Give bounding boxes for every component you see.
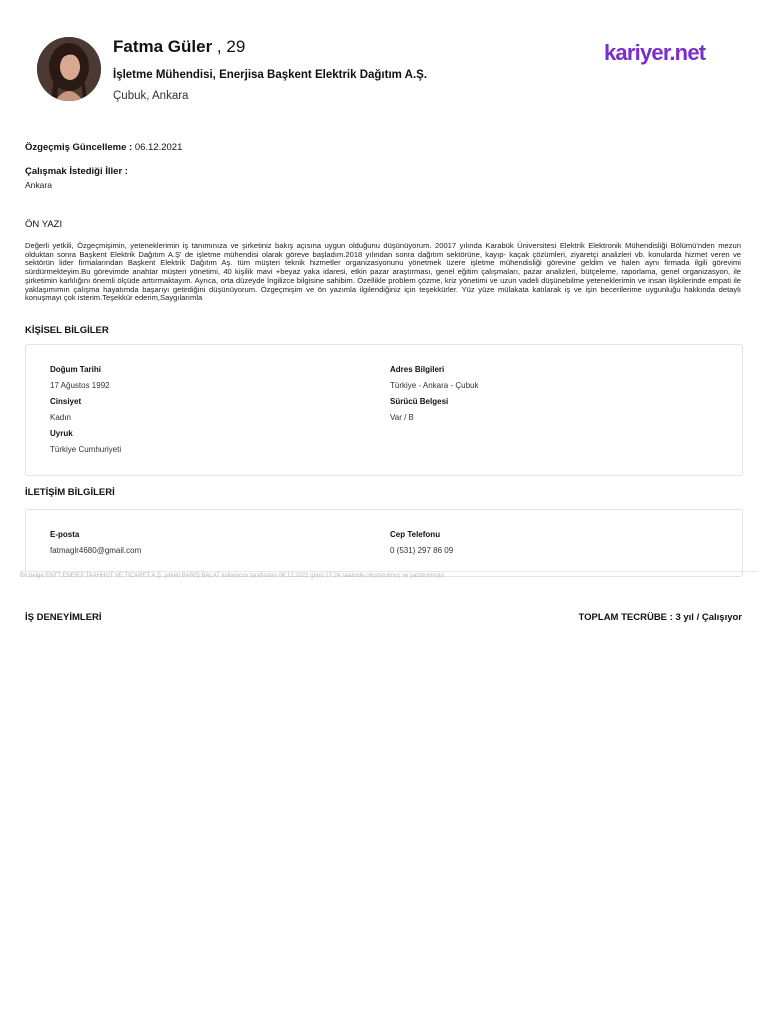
gender-value: Kadın (50, 413, 71, 422)
preferred-cities-label: Çalışmak İstediği İller : (25, 166, 128, 177)
cover-letter-title: ÖN YAZI (25, 219, 63, 230)
kariyer-logo: kariyer.net (604, 40, 706, 65)
candidate-location: Çubuk, Ankara (113, 90, 189, 102)
birth-date-value: 17 Ağustos 1992 (50, 381, 110, 390)
email-label: E-posta (50, 530, 80, 539)
phone-value[interactable]: 0 (531) 297 86 09 (390, 546, 454, 555)
contact-info-card (25, 509, 743, 577)
email-value[interactable]: fatmaglr4680@gmail.com (50, 546, 142, 555)
address-value: Türkiye - Ankara - Çubuk (390, 381, 479, 390)
nationality-value: Türkiye Cumhuriyeti (50, 445, 122, 454)
candidate-age: , 29 (212, 37, 246, 56)
preferred-cities-value: Ankara (25, 180, 52, 190)
driving-license-value: Var / B (390, 413, 414, 422)
candidate-name: Fatma Güler (113, 37, 213, 56)
gender-label: Cinsiyet (50, 397, 82, 406)
address-label: Adres Bilgileri (390, 365, 445, 374)
candidate-job-title: İşletme Mühendisi, Enerjisa Başkent Elektrik Dağıtım A.Ş. (113, 69, 428, 81)
driving-license-label: Sürücü Belgesi (390, 397, 449, 406)
cv-update-value: 06.12.2021 (132, 142, 183, 153)
birth-date-label: Doğum Tarihi (50, 365, 101, 374)
print-footer-note: Bu belge ENTT ENERJI TAAHHÜT VE TİCARET A.Ş. şirketi BARIŞ BALAT kullanıcısı tarafından 06.12.2021 günü 17:24 saatinde oluşturulmuş ve yazdırılmıştır. (20, 571, 758, 579)
phone-label: Cep Telefonu (390, 530, 441, 539)
nationality-label: Uyruk (50, 429, 73, 438)
personal-info-title: KİŞİSEL BİLGİLER (25, 325, 109, 336)
total-experience: TOPLAM TECRÜBE : 3 yıl / Çalışıyor (578, 612, 742, 623)
personal-info-card (25, 344, 743, 476)
profile-photo (37, 37, 101, 101)
candidate-name-line (113, 37, 245, 57)
profile-photo-image (37, 37, 101, 101)
cv-update-label: Özgeçmiş Güncelleme : (25, 142, 133, 153)
cv-update-row (25, 142, 182, 153)
work-experience-title: İŞ DENEYİMLERİ (25, 612, 102, 623)
contact-info-title: İLETİŞİM BİLGİLERİ (25, 487, 115, 498)
cover-letter-text: Değerli yetkili, Özgeçmişimin, yeteneklerimin iş tanımınıza ve şirketiniz bakış açısına uygun olduğunu düşünüyorum. 20017 yılında Karabük Üniversitesi Elektrik Elektronik Mühendisliği Bölümü'nden mezun olduktan sonra Başkent Elektrik Dağıtım A.Ş' de işletme mühendisi olarak göreve başladım.2018 yılından sonra dağıtım sektörüne, kayıp- kaçak çözümleri, ziyaretçi analizleri vb. konularda hizmet veren ve sektörün lider firmalarından Başkent Elektrik Dağıtım Aş. tüm müşteri teknik hizmetler organizasyonunu yönetmek üzere işletme mühendisliği görevine geldim ve halen aynı firmada ilgili görevimi sürdürmekteyim.Bu görevimde anahtar müşteri yönetimi, 40 kişilik mavi +beyaz yaka idaresi, etkin pazar araştırması, genel eğitim çalışmaları, pazar analizleri, bütçeleme, raporlama, genel organizasyon, ile şirketimin karlılığını önemli ölçüde arttırmaktayım. Ayrıca, orta düzeyde İngilizce bilgisine sahibim. Özellikle problem çözme, kriz yönetimi ve uzun vadeli düşünebilme yeteneklerimin ve insan ilişkilerinde empati ile yaklaşımımın çalışma hayatımda başarıyı getirdiğini düşünüyorum. Özgeçmişim ve ön yazımla ilgilendiğiniz için teşekkürler. Yüz yüze mülakata katılarak iş ve işin becerilerime uygunluğu hakkında detaylı konuşmayı çok isterim.Teşekkür ederim,Saygılarımla (25, 241, 741, 303)
